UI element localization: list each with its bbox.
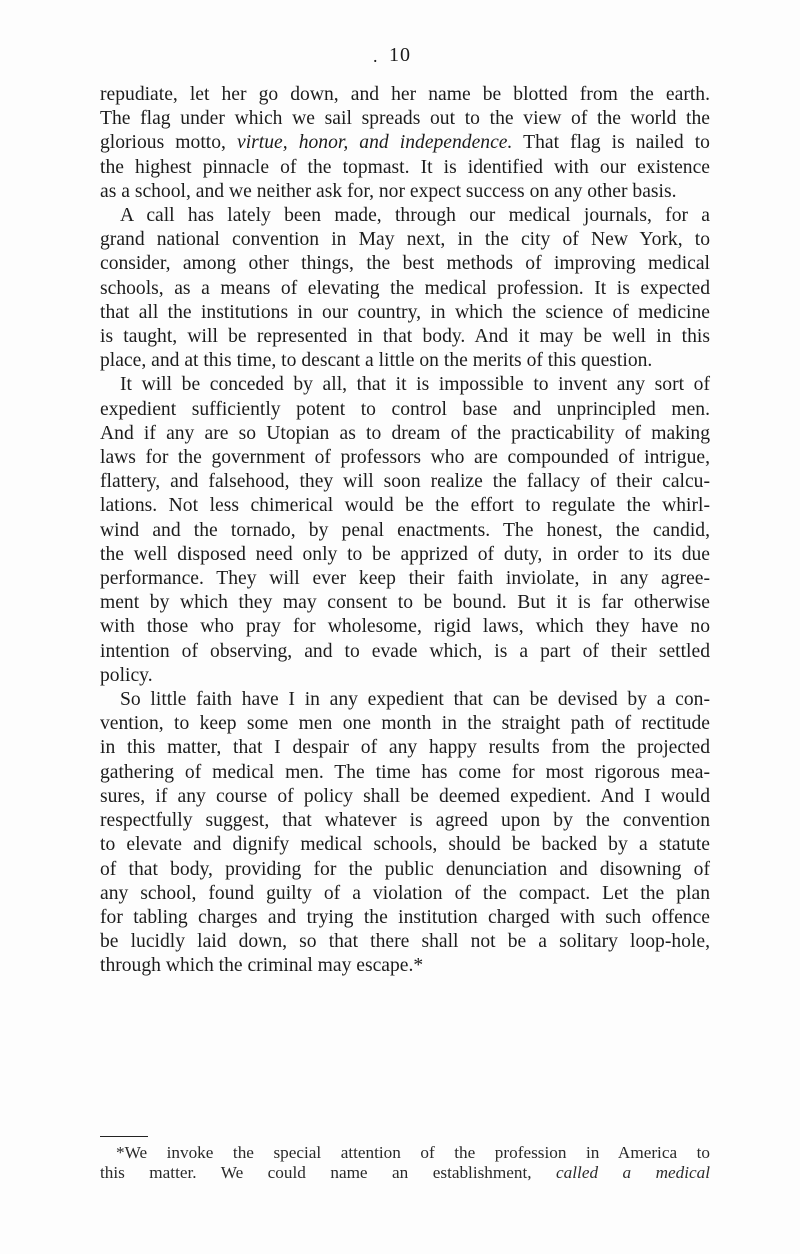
text-line: that all the institutions in our country, in which the science of medicine [100,301,710,323]
text-line: consider, among other things, the best methods of improving medical [100,253,710,275]
body-text [100,83,710,979]
paragraph [100,688,710,978]
text-line: intention of observing, and to evade which, is a part of their settled [100,640,710,662]
text-line: So little faith have I in any expedient that can be devised by a con- [120,689,710,711]
paragraph [100,373,710,688]
text-line: the highest pinnacle of the topmast. It is identified with our existence [100,156,710,178]
text-line: vention, to keep some men one month in the straight path of rectitude [100,713,710,735]
footnote-line: *We invoke the special attention of the profession in America to [116,1143,710,1162]
text-line: expedient sufficiently potent to control base and unprincipled men. [100,398,710,420]
text-line: place, and at this time, to descant a little on the merits of this question. [100,350,653,372]
text-line: be lucidly laid down, so that there shall not be a solitary loop-hole, [100,931,710,953]
text-line: in this matter, that I despair of any happy results from the projected [100,737,710,759]
text-line: performance. They will ever keep their faith inviolate, in any agree- [100,568,710,590]
page-number [0,44,800,67]
text-line: ment by which they may consent to be bound. But it is far otherwise [100,592,710,614]
page-number-dot: . [373,46,379,66]
text-line: lations. Not less chimerical would be the effort to regulate the whirl- [100,495,710,517]
text-line: with those who pray for wholesome, rigid laws, which they have no [100,616,710,638]
text-line: schools, as a means of elevating the medical profession. It is expected [100,277,710,299]
text-line: any school, found guilty of a violation of the compact. Let the plan [100,882,710,904]
text-line: laws for the government of professors who are compounded of intrigue, [100,447,710,469]
text-line: repudiate, let her go down, and her name be blotted from the earth. [100,84,710,105]
text-line: sures, if any course of policy shall be deemed expedient. And I would [100,785,710,807]
text-line: of that body, providing for the public denunciation and disowning of [100,858,710,880]
text-line: glorious motto, virtue, honor, and independence. That flag is nailed to [100,132,710,154]
paragraph [100,204,710,373]
text-line: wind and the tornado, by penal enactments. The honest, the candid, [100,519,710,541]
text-line: And if any are so Utopian as to dream of the practicability of making [100,422,710,444]
text-line: the well disposed need only to be apprized of duty, in order to its due [100,543,710,565]
text-line: policy. [100,664,153,686]
text-line: is taught, will be represented in that body. And it may be well in this [100,326,710,348]
text-line: The flag under which we sail spreads out to the view of the world the [100,108,710,130]
text-line: It will be conceded by all, that it is impossible to invent any sort of [120,374,710,396]
paragraph [100,83,710,204]
text-line: gathering of medical men. The time has come for most rigorous mea- [100,761,710,783]
text-line: grand national convention in May next, in the city of New York, to [100,229,710,251]
footnote [100,1143,710,1183]
text-line: through which the criminal may escape.* [100,955,424,977]
text-line: respectfully suggest, that whatever is agreed upon by the convention [100,810,710,832]
text-line: A call has lately been made, through our medical journals, for a [120,205,710,227]
page-number-value: 10 [389,44,411,66]
text-line: as a school, and we neither ask for, nor expect success on any other basis. [100,180,677,202]
footnote-line: this matter. We could name an establishment, called a medical [100,1163,711,1182]
footnote-rule [100,1136,148,1137]
text-line: flattery, and falsehood, they will soon realize the fallacy of their calcu- [100,471,710,493]
text-line: for tabling charges and trying the institution charged with such offence [100,906,710,928]
text-line: to elevate and dignify medical schools, should be backed by a statute [100,834,710,856]
